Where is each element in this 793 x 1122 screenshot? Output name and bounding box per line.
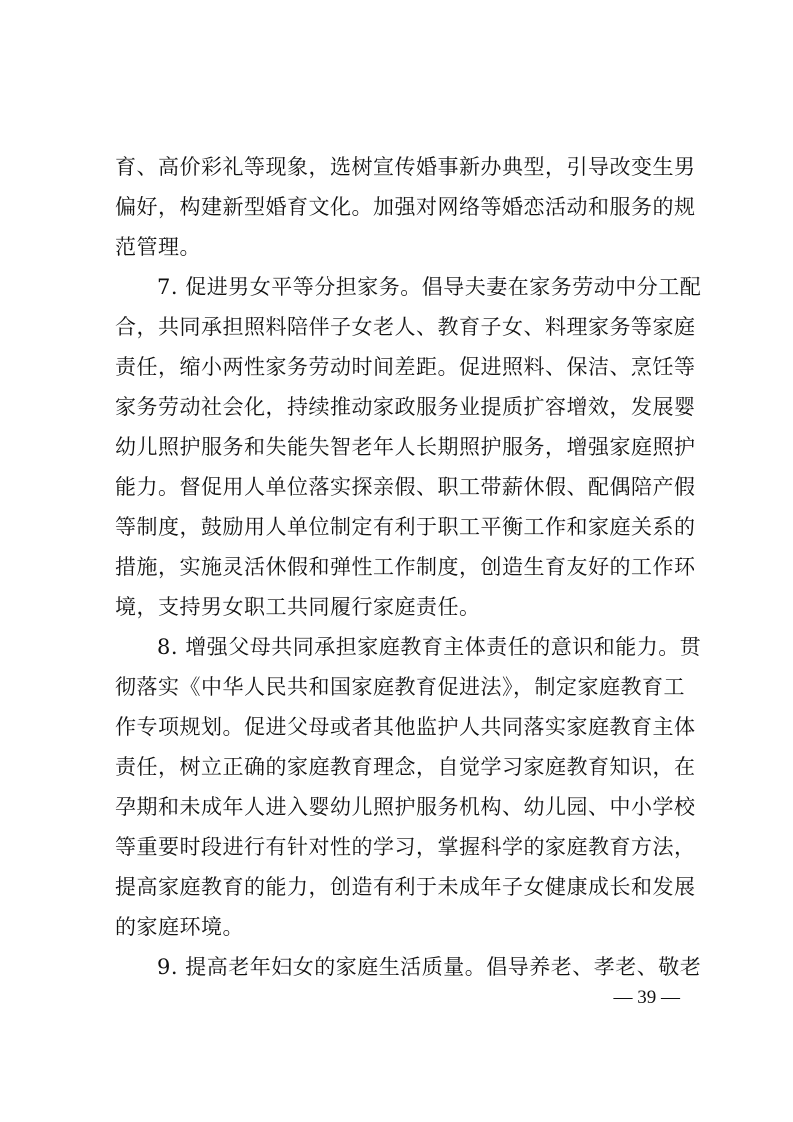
paragraph-2-line-4: 家务劳动社会化，持续推动家政服务业提质扩容增效，发展婴 [115, 395, 696, 419]
paragraph-1-line-2: 偏好，构建新型婚育文化。加强对网络等婚恋活动和服务的规 [115, 195, 696, 219]
paragraph-2-line-6: 能力。督促用人单位落实探亲假、职工带薪休假、配偶陪产假 [115, 475, 696, 499]
paragraph-2-line-9: 境，支持男女职工共同履行家庭责任。 [115, 595, 481, 619]
paragraph-3-line-8: 的家庭环境。 [115, 915, 244, 939]
paragraph-3-line-2: 彻落实《中华人民共和国家庭教育促进法》，制定家庭教育工 [115, 675, 685, 699]
paragraph-3-line-7: 提高家庭教育的能力，创造有利于未成年子女健康成长和发展 [115, 875, 696, 899]
paragraph-3-line-4: 责任，树立正确的家庭教育理念，自觉学习家庭教育知识，在 [115, 755, 696, 779]
paragraph-1-line-3: 范管理。 [115, 235, 201, 259]
paragraph-2-line-1: 7. 促进男女平等分担家务。倡导夫妻在家务劳动中分工配 [157, 275, 702, 299]
paragraph-3-line-3: 作专项规划。促进父母或者其他监护人共同落实家庭教育主体 [115, 715, 696, 739]
paragraph-4-line-1: 9. 提高老年妇女的家庭生活质量。倡导养老、孝老、敬老 [157, 955, 702, 979]
paragraph-2-line-3: 责任，缩小两性家务劳动时间差距。促进照料、保洁、烹饪等 [115, 355, 696, 379]
paragraph-2-line-8: 措施，实施灵活休假和弹性工作制度，创造生育友好的工作环 [115, 555, 696, 579]
paragraph-3-line-1: 8. 增强父母共同承担家庭教育主体责任的意识和能力。贯 [157, 635, 702, 659]
paragraph-3-line-5: 孕期和未成年人进入婴幼儿照护服务机构、幼儿园、中小学校 [115, 795, 696, 819]
page-number: — 39 — [613, 987, 680, 1008]
paragraph-3-line-6: 等重要时段进行有针对性的学习，掌握科学的家庭教育方法， [115, 835, 696, 859]
paragraph-2-line-2: 合，共同承担照料陪伴子女老人、教育子女、料理家务等家庭 [115, 315, 696, 339]
paragraph-2-line-7: 等制度，鼓励用人单位制定有利于职工平衡工作和家庭关系的 [115, 515, 696, 539]
paragraph-1-line-1: 育、高价彩礼等现象，选树宣传婚事新办典型，引导改变生男 [115, 155, 696, 179]
paragraph-2-line-5: 幼儿照护服务和失能失智老年人长期照护服务，增强家庭照护 [115, 435, 696, 459]
